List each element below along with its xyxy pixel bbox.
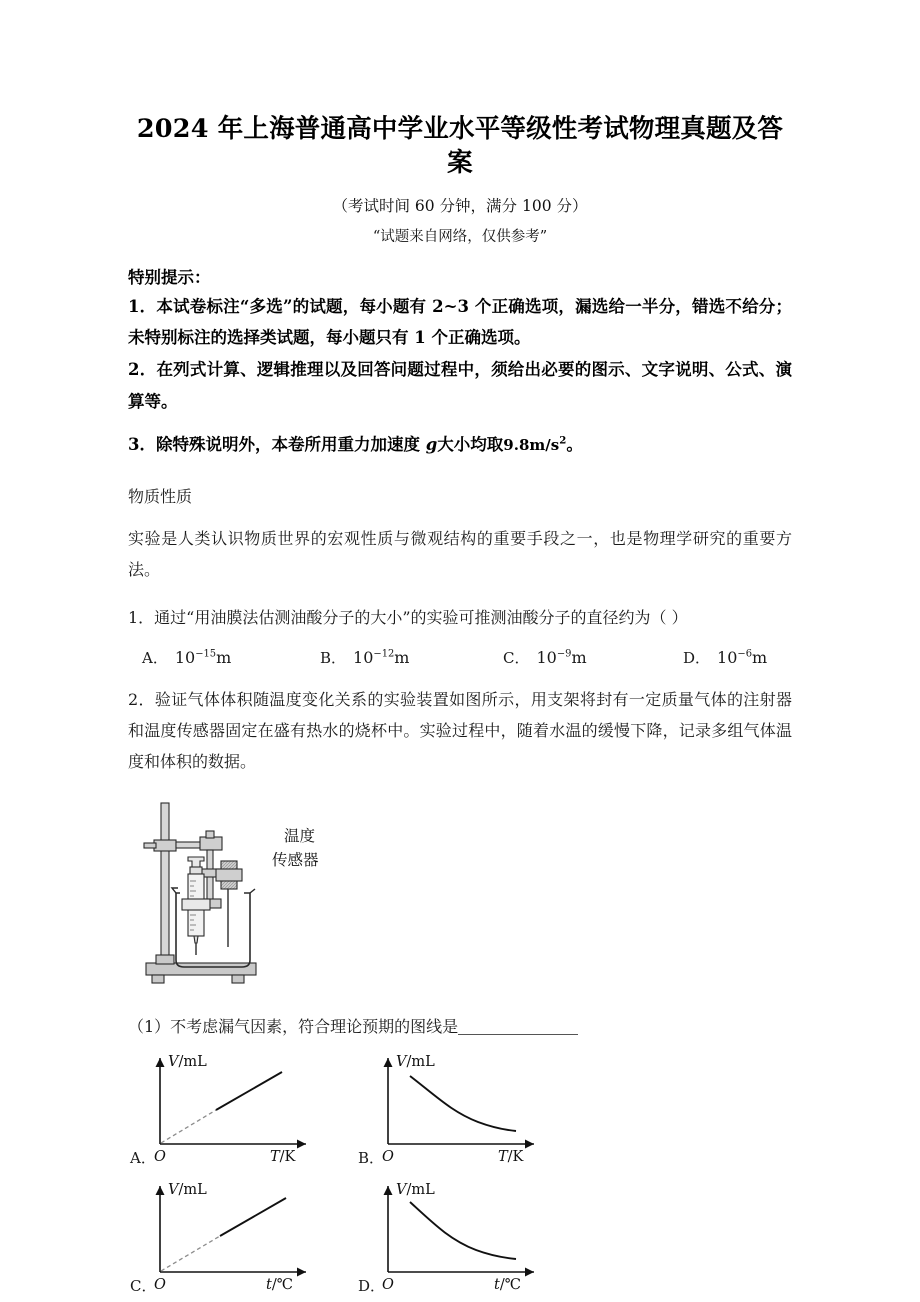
notice-item-2: 2．在列式计算、逻辑推理以及回答问题过程中，须给出必要的图示、文字说明、公式、演算等。 [128, 359, 792, 411]
question-2-sub-1-text: （1）不考虑漏气因素，符合理论预期的图线是 [128, 1017, 459, 1037]
choice-d-label: D． [683, 648, 711, 667]
graph-b-origin: O [382, 1149, 394, 1166]
choice-b-unit: m [394, 647, 410, 667]
notice-item-1: 1．本试卷标注“多选”的试题，每小题有 2~3 个正确选项，漏选给一半分，错选不给分；未特别标注的选择类试题，每小题只有 1 个正确选项。 [128, 296, 792, 348]
graph-d-xlabel: t/℃ [494, 1277, 521, 1294]
question-1-choices [128, 647, 792, 668]
question-2-stem: 2．验证气体体积随温度变化关系的实验装置如图所示，用支架将封有一定质量气体的注射器和温度传感器固定在盛有热水的烧杯中。实验过程中，随着水温的缓慢下降，记录多组气体温度和体积的数据。 [128, 689, 792, 772]
notice-item-3-prefix: 3．除特殊说明外，本卷所用重力加速度 [128, 435, 426, 455]
section-heading: 物质性质 [128, 486, 193, 506]
graph-d-origin: O [382, 1277, 394, 1294]
graph-c-origin: O [154, 1277, 166, 1294]
sensor-label-line2: 传感器 [272, 851, 319, 870]
graph-a-ylabel: V/mL [168, 1054, 207, 1071]
graph-a-letter: A． [130, 1149, 156, 1168]
graph-option-d[interactable] [358, 1176, 590, 1298]
gravity-symbol: g [425, 435, 438, 455]
choice-c-base: 10 [536, 647, 557, 667]
graph-c-letter: C． [130, 1277, 157, 1296]
choice-b-exponent: −12 [373, 648, 395, 660]
graph-option-a[interactable] [130, 1048, 362, 1170]
choice-d-base: 10 [717, 647, 738, 667]
apparatus-diagram-svg [132, 795, 432, 995]
choice-a[interactable] [142, 647, 320, 668]
graph-b-xlabel: T/K [498, 1149, 524, 1166]
graph-b-ylabel: V/mL [396, 1054, 435, 1071]
choice-b-label: B． [320, 648, 347, 667]
notice-item-3-mid: 大小均取 [437, 435, 504, 455]
choice-a-unit: m [216, 647, 232, 667]
section-intro-paragraph: 实验是人类认识物质世界的宏观性质与微观结构的重要手段之一，也是物理学研究的重要方法。 [128, 529, 792, 580]
question-2-sub-1 [128, 1013, 792, 1042]
choice-c-unit: m [571, 647, 587, 667]
gravity-value-exponent: 2 [559, 434, 567, 447]
notice-heading: 特别提示： [128, 267, 211, 287]
choice-c-exponent: −9 [556, 648, 572, 660]
graph-d-ylabel: V/mL [396, 1182, 435, 1199]
special-notice-block [128, 266, 792, 461]
graph-c-svg [130, 1176, 362, 1298]
choice-b-base: 10 [353, 647, 374, 667]
graph-c-xlabel: t/℃ [266, 1277, 293, 1294]
stand-vertical-rod [156, 803, 174, 964]
graph-a-svg [130, 1048, 362, 1170]
graph-a-origin: O [154, 1149, 166, 1166]
gravity-value: 9.8m/s [503, 436, 560, 455]
graph-d-letter: D． [358, 1277, 386, 1296]
answer-blank-line[interactable] [458, 1034, 578, 1035]
choice-a-base: 10 [174, 647, 196, 667]
graph-d-svg [358, 1176, 590, 1298]
graph-options-grid [130, 1048, 690, 1302]
choice-b[interactable] [320, 647, 503, 668]
graph-b-svg [358, 1048, 590, 1170]
sensor-clamp-head [200, 831, 222, 850]
rod-clamp-upper [144, 840, 176, 851]
choice-a-label: A． [142, 648, 168, 667]
exam-info-subtitle: （考试时间 60 分钟，满分 100 分） [332, 196, 588, 215]
graph-option-b[interactable] [358, 1048, 590, 1170]
graph-a-xlabel: T/K [270, 1149, 296, 1166]
page-title: 2024 年上海普通高中学业水平等级性考试物理真题及答案 [136, 114, 784, 179]
stand-base [146, 963, 256, 983]
choice-d[interactable] [683, 647, 767, 668]
graph-option-c[interactable] [130, 1176, 362, 1298]
notice-item-3-suffix: 。 [566, 435, 583, 455]
apparatus-figure [128, 795, 792, 999]
choice-d-unit: m [752, 647, 768, 667]
question-1-stem: 1．通过“用油膜法估测油酸分子的大小”的实验可推测油酸分子的直径约为（ ） [128, 607, 688, 627]
page-content [128, 0, 792, 1302]
choice-c[interactable] [503, 647, 683, 668]
graph-b-letter: B． [358, 1149, 385, 1168]
source-note-subtitle: “试题来自网络，仅供参考” [372, 228, 548, 245]
sensor-label-line1: 温度 [284, 827, 316, 846]
choice-d-exponent: −6 [737, 648, 752, 660]
graph-c-ylabel: V/mL [168, 1182, 207, 1199]
choice-a-exponent: −15 [195, 648, 217, 660]
notice-item-3 [128, 429, 792, 461]
choice-c-label: C． [503, 648, 530, 667]
